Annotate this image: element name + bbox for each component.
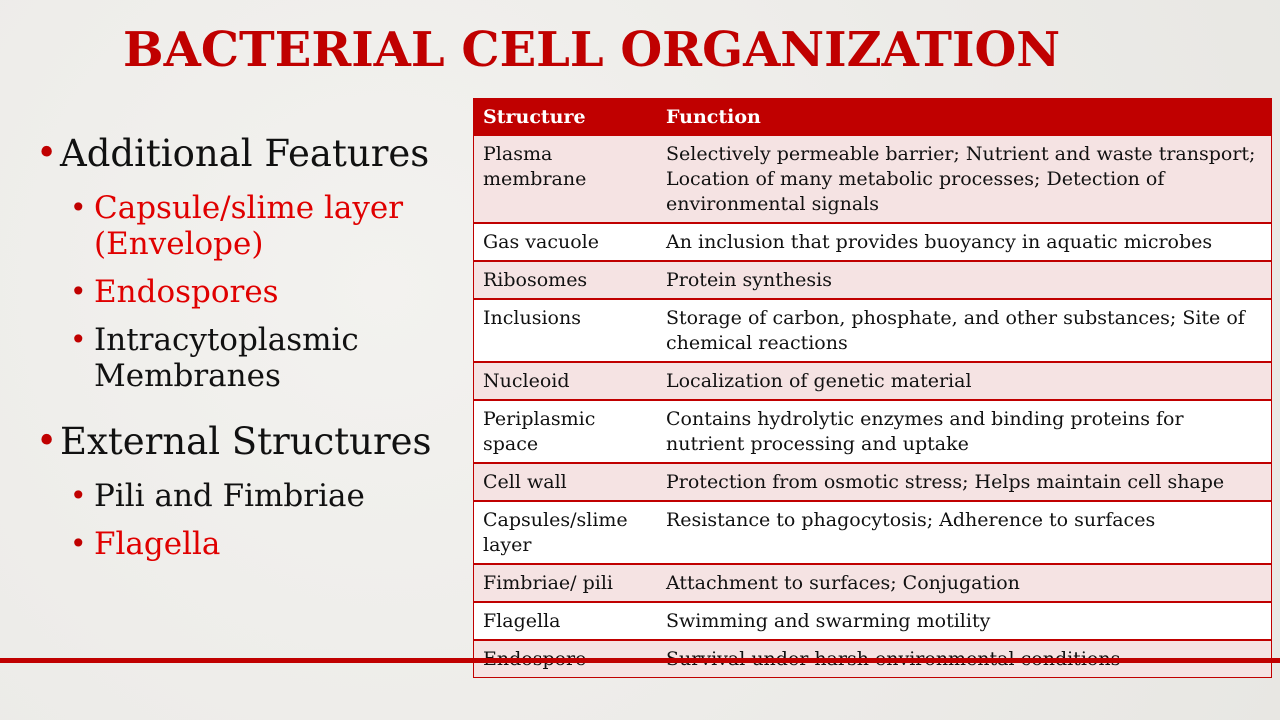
bullet-additional-features: • Additional Features [36, 132, 456, 176]
function-cell: An inclusion that provides buoyancy in aquatic microbes [657, 223, 1271, 261]
structure-cell: Gas vacuole [474, 223, 657, 261]
function-cell: Selectively permeable barrier; Nutrient and waste transport; Location of many metabolic processes; Detection of environmental signals [657, 135, 1271, 223]
structure-cell: Inclusions [474, 299, 657, 362]
table-row [474, 564, 1271, 602]
column-header-structure: Structure [474, 99, 657, 135]
bullet-pili-and-fimbriae: • Pili and Fimbriae [36, 478, 456, 514]
function-cell: Protein synthesis [657, 261, 1271, 299]
structure-cell: Fimbriae/ pili [474, 564, 657, 602]
function-cell: Protection from osmotic stress; Helps maintain cell shape [657, 463, 1271, 501]
bullet-flagella: • Flagella [36, 526, 456, 562]
table-row [474, 501, 1271, 564]
function-cell: Contains hydrolytic enzymes and binding proteins for nutrient processing and uptake [657, 400, 1271, 463]
function-cell: Resistance to phagocytosis; Adherence to surfaces [657, 501, 1271, 564]
bullet-list [36, 132, 456, 588]
bullet-group-external-structures [36, 420, 456, 562]
column-header-function: Function [657, 99, 1271, 135]
structure-cell: Plasma membrane [474, 135, 657, 223]
structure-cell: Nucleoid [474, 362, 657, 400]
table-row [474, 135, 1271, 223]
table-row [474, 261, 1271, 299]
bullet-group-additional-features [36, 132, 456, 394]
function-cell: Attachment to surfaces; Conjugation [657, 564, 1271, 602]
table-row [474, 223, 1271, 261]
table-row [474, 400, 1271, 463]
bullet-intracytoplasmic-membranes: • Intracytoplasmic Membranes [36, 322, 456, 394]
structure-cell: Cell wall [474, 463, 657, 501]
structure-function-table [473, 98, 1272, 678]
structure-cell: Flagella [474, 602, 657, 640]
table-row [474, 463, 1271, 501]
structure-cell: Periplasmic space [474, 400, 657, 463]
structure-cell: Capsules/slime layer [474, 501, 657, 564]
bullet-external-structures: • External Structures [36, 420, 456, 464]
table-row [474, 362, 1271, 400]
structure-cell: Ribosomes [474, 261, 657, 299]
table-row [474, 299, 1271, 362]
table-header-row [474, 99, 1271, 135]
table-row [474, 602, 1271, 640]
function-cell: Localization of genetic material [657, 362, 1271, 400]
bottom-accent-line [0, 658, 1280, 663]
function-cell: Swimming and swarming motility [657, 602, 1271, 640]
function-cell: Storage of carbon, phosphate, and other substances; Site of chemical reactions [657, 299, 1271, 362]
slide-title: BACTERIAL CELL ORGANIZATION [123, 22, 1061, 78]
bullet-endospores: • Endospores [36, 274, 456, 310]
bullet-capsule-slime-layer: • Capsule/slime layer (Envelope) [36, 190, 456, 262]
